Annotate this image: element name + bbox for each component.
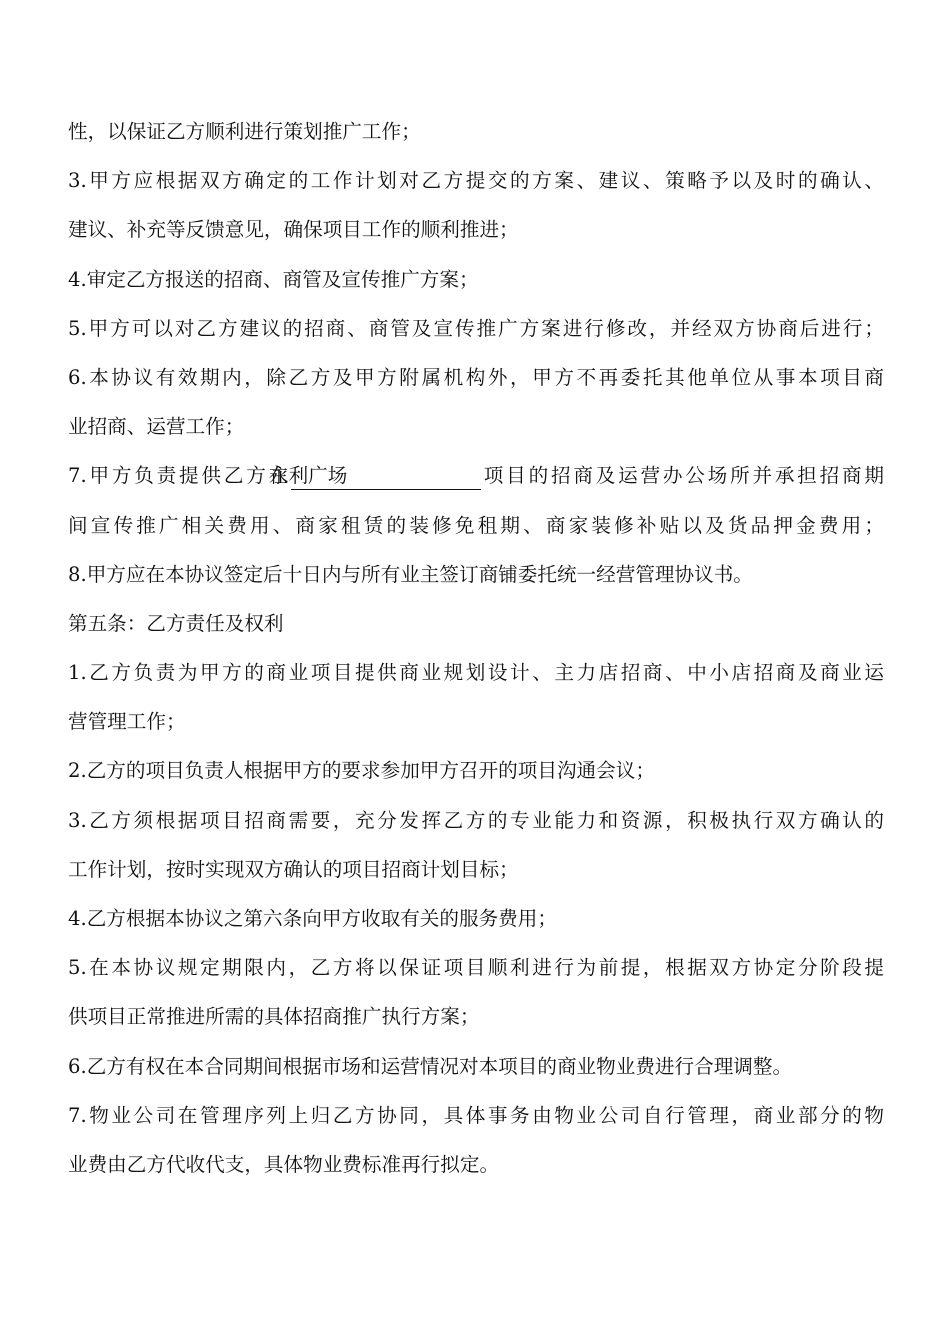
text-line: 6.本协议有效期内，除乙方及甲方附属机构外，甲方不再委托其他单位从事本项目商: [68, 365, 884, 389]
text-line: 业招商、运营工作；: [68, 415, 245, 439]
clause-7-after: 项目的招商及运营办公场所并承担招商期: [481, 464, 884, 488]
text-line: 5.在本协议规定期限内，乙方将以保证项目顺利进行为前提，根据双方协定分阶段提: [68, 956, 884, 980]
text-line: 性，以保证乙方顺利进行策划推广工作；: [68, 120, 421, 143]
text-line: 间宣传推广相关费用、商家租赁的装修免租期、商家装修补贴以及货品押金费用；: [68, 513, 884, 537]
text-line: 3.甲方应根据双方确定的工作计划对乙方提交的方案、建议、策略予以及时的确认、: [68, 169, 884, 193]
text-line: 工作计划，按时实现双方确认的项目招商计划目标；: [68, 857, 519, 881]
project-name-blank: [269, 463, 481, 490]
text-line: 4.乙方根据本协议之第六条向甲方收取有关的服务费用；: [68, 907, 557, 930]
text-line: 4.审定乙方报送的招商、商管及宣传推广方案；: [68, 267, 479, 291]
text-line: 5.甲方可以对乙方建议的招商、商管及宣传推广方案进行修改，并经双方协商后进行；: [68, 316, 884, 340]
text-line: 2.乙方的项目负责人根据甲方的要求参加甲方召开的项目沟通会议；: [68, 759, 655, 783]
text-line: 6.乙方有权在本合同期间根据市场和运营情况对本项目的商业物业费进行合理调整。: [68, 1054, 793, 1078]
text-line: 建议、补充等反馈意见，确保项目工作的顺利推进；: [68, 218, 519, 242]
text-line: 供项目正常推进所需的具体招商推广执行方案；: [68, 1005, 480, 1029]
section-heading: 第五条：乙方责任及权利: [68, 611, 284, 635]
clause-7-line: [68, 460, 884, 509]
text-line: 1.乙方负责为甲方的商业项目提供商业规划设计、主力店招商、中小店招商及商业运: [68, 661, 884, 685]
contract-body: [68, 116, 884, 1198]
text-line: 3.乙方须根据项目招商需要，充分发挥乙方的专业能力和资源，积极执行双方确认的: [68, 808, 884, 832]
text-line: 业费由乙方代收代支，具体物业费标准再行拟定。: [68, 1152, 500, 1176]
text-line: 7.物业公司在管理序列上归乙方协同，具体事务由物业公司自行管理，商业部分的物: [68, 1103, 884, 1127]
clause-7-before: 7.甲方负责提供乙方在: [68, 464, 291, 488]
text-line: 营管理工作；: [68, 710, 186, 734]
project-name-value: 永利广场: [269, 464, 348, 488]
text-line: 8.甲方应在本协议签定后十日内与所有业主签订商铺委托统一经营管理协议书。: [68, 562, 753, 586]
